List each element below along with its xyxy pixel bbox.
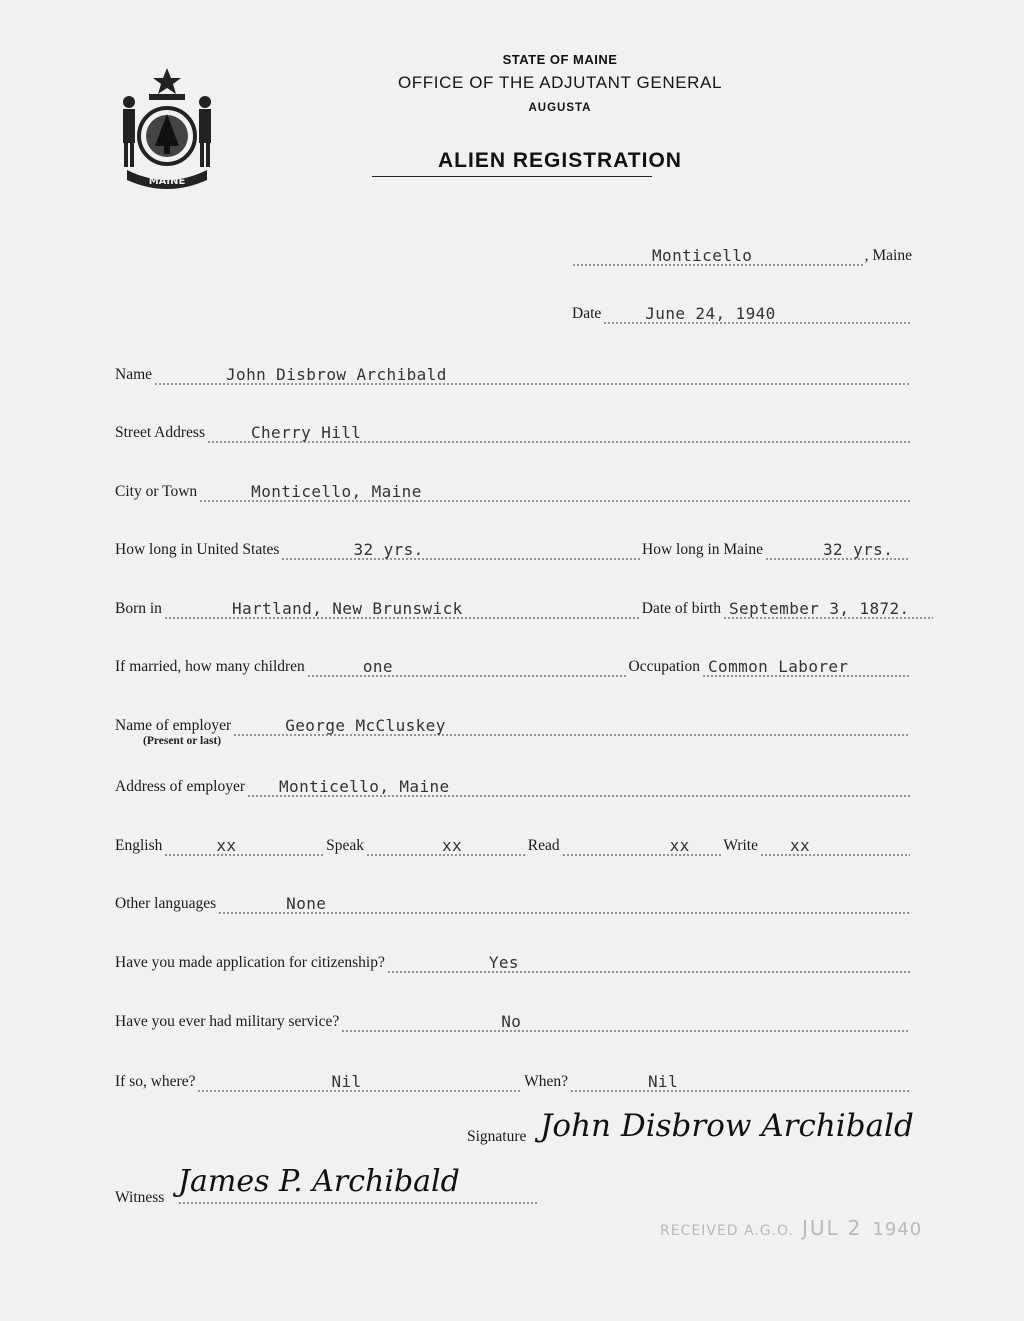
dob-label: Date of birth xyxy=(641,600,721,617)
maine-state-seal-icon xyxy=(113,66,221,190)
city-row xyxy=(115,478,912,502)
maine-years-field[interactable] xyxy=(765,540,910,560)
stamp-day: 2 xyxy=(847,1216,863,1240)
date-value: June 24, 1940 xyxy=(645,304,776,323)
english-label: English xyxy=(115,837,163,854)
read-value: xx xyxy=(669,836,690,855)
read-field[interactable] xyxy=(562,836,722,856)
employer-value: George McCluskey xyxy=(285,716,446,735)
seal-text: MAINE xyxy=(148,176,186,187)
english-value: xx xyxy=(216,836,237,855)
citizenship-label: Have you made application for citizenship? xyxy=(115,954,385,971)
citizenship-value: Yes xyxy=(488,953,519,972)
name-row xyxy=(115,361,912,385)
children-label: If married, how many children xyxy=(115,658,305,675)
us-years-label: How long in United States xyxy=(115,541,280,558)
where-field[interactable] xyxy=(197,1072,522,1092)
maine-years-value: 32 yrs. xyxy=(823,540,894,559)
speak-value: xx xyxy=(442,836,463,855)
maine-years-label: How long in Maine xyxy=(642,541,763,558)
street-value: Cherry Hill xyxy=(250,423,362,442)
when-value: Nil xyxy=(648,1072,679,1091)
signature: John Disbrow Archibald xyxy=(540,1108,914,1144)
signature-label: Signature xyxy=(467,1128,527,1145)
stamp-year: 1940 xyxy=(872,1219,923,1240)
occupation-field[interactable] xyxy=(702,657,910,677)
city-field[interactable] xyxy=(199,482,910,502)
when-label: When? xyxy=(524,1073,568,1090)
employer-address-label: Address of employer xyxy=(115,778,245,795)
date-row xyxy=(572,300,912,324)
born-label: Born in xyxy=(115,600,162,617)
speak-field[interactable] xyxy=(366,836,526,856)
other-languages-value: None xyxy=(286,894,327,913)
header-state: STATE OF MAINE xyxy=(502,52,618,67)
place-suffix: , Maine xyxy=(864,247,912,264)
stamp-text: RECEIVED A.G.O. xyxy=(660,1223,794,1239)
header-office: OFFICE OF THE ADJUTANT GENERAL xyxy=(397,73,723,92)
witness-line xyxy=(178,1202,538,1204)
other-languages-label: Other languages xyxy=(115,895,217,912)
other-languages-field[interactable] xyxy=(218,894,910,914)
witness-signature: James P. Archibald xyxy=(178,1164,460,1199)
date-label: Date xyxy=(572,305,602,322)
military-row xyxy=(115,1008,912,1032)
employer-label: Name of employer xyxy=(115,717,232,734)
date-field[interactable] xyxy=(603,304,910,324)
header-city: AUGUSTA xyxy=(528,102,592,114)
received-stamp xyxy=(660,1216,922,1240)
street-row xyxy=(115,419,912,443)
children-value: one xyxy=(362,657,393,676)
family-row xyxy=(115,653,912,677)
name-label: Name xyxy=(115,366,153,383)
other-languages-row xyxy=(115,890,912,914)
city-value: Monticello, Maine xyxy=(251,482,422,501)
military-value: No xyxy=(501,1012,522,1031)
write-label: Write xyxy=(723,837,758,854)
name-field[interactable] xyxy=(154,365,910,385)
where-value: Nil xyxy=(331,1072,362,1091)
military-label: Have you ever had military service? xyxy=(115,1013,340,1030)
read-label: Read xyxy=(527,837,560,854)
write-field[interactable] xyxy=(760,836,910,856)
place-field[interactable] xyxy=(572,246,863,266)
service-row xyxy=(115,1068,912,1092)
children-field[interactable] xyxy=(307,657,627,677)
employer-address-field[interactable] xyxy=(247,777,910,797)
stamp-month: JUL xyxy=(801,1216,840,1240)
dob-value: September 3, 1872. xyxy=(729,599,910,618)
born-value: Hartland, New Brunswick xyxy=(231,599,463,618)
birth-row xyxy=(115,595,935,619)
street-label: Street Address xyxy=(115,424,205,441)
occupation-label: Occupation xyxy=(628,658,700,675)
dob-field[interactable] xyxy=(723,599,933,619)
where-label: If so, where? xyxy=(115,1073,196,1090)
place-value: Monticello xyxy=(652,246,753,265)
place-row xyxy=(570,242,912,266)
residence-row xyxy=(115,536,912,560)
born-field[interactable] xyxy=(164,599,640,619)
witness-label: Witness xyxy=(115,1189,165,1206)
name-value: John Disbrow Archibald xyxy=(226,365,447,384)
form-title: ALIEN REGISTRATION xyxy=(438,149,682,172)
title-underline xyxy=(372,176,652,177)
employer-address-value: Monticello, Maine xyxy=(279,777,450,796)
employer-sublabel: (Present or last) xyxy=(143,735,222,747)
us-years-value: 32 yrs. xyxy=(353,540,424,559)
write-value: xx xyxy=(790,836,811,855)
citizenship-row xyxy=(115,949,912,973)
employer-field[interactable] xyxy=(233,716,910,736)
citizenship-field[interactable] xyxy=(387,953,910,973)
street-field[interactable] xyxy=(207,423,910,443)
us-years-field[interactable] xyxy=(281,540,640,560)
employer-address-row xyxy=(115,773,912,797)
english-field[interactable] xyxy=(164,836,324,856)
employer-row xyxy=(115,712,912,736)
city-label: City or Town xyxy=(115,483,198,500)
occupation-value: Common Laborer xyxy=(708,657,849,676)
military-field[interactable] xyxy=(341,1012,910,1032)
speak-label: Speak xyxy=(326,837,364,854)
when-field[interactable] xyxy=(570,1072,910,1092)
english-row xyxy=(115,832,912,856)
